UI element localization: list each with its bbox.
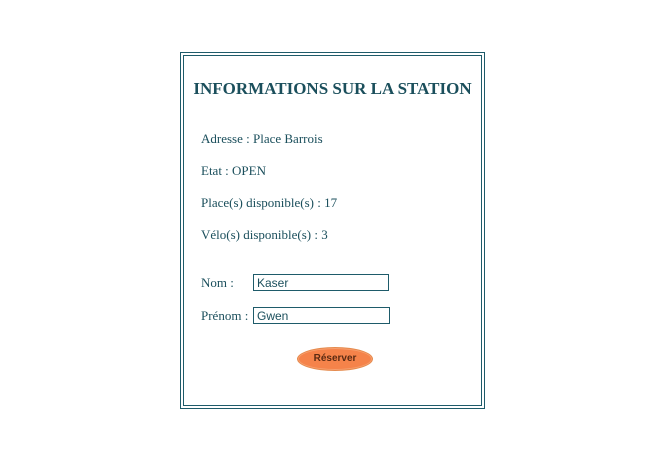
reserve-button[interactable]: Réserver [297,347,373,371]
panel-title: INFORMATIONS SUR LA STATION [193,79,472,98]
station-state: Etat : OPEN [201,163,266,178]
prenom-input[interactable] [253,307,390,324]
station-bikes-available: Vélo(s) disponible(s) : 3 [201,227,328,242]
station-address: Adresse : Place Barrois [201,131,323,146]
nom-label: Nom : [201,275,234,290]
prenom-label: Prénom : [201,308,249,323]
station-info-panel [180,52,485,409]
nom-input[interactable] [253,274,389,291]
station-places-available: Place(s) disponible(s) : 17 [201,195,338,210]
